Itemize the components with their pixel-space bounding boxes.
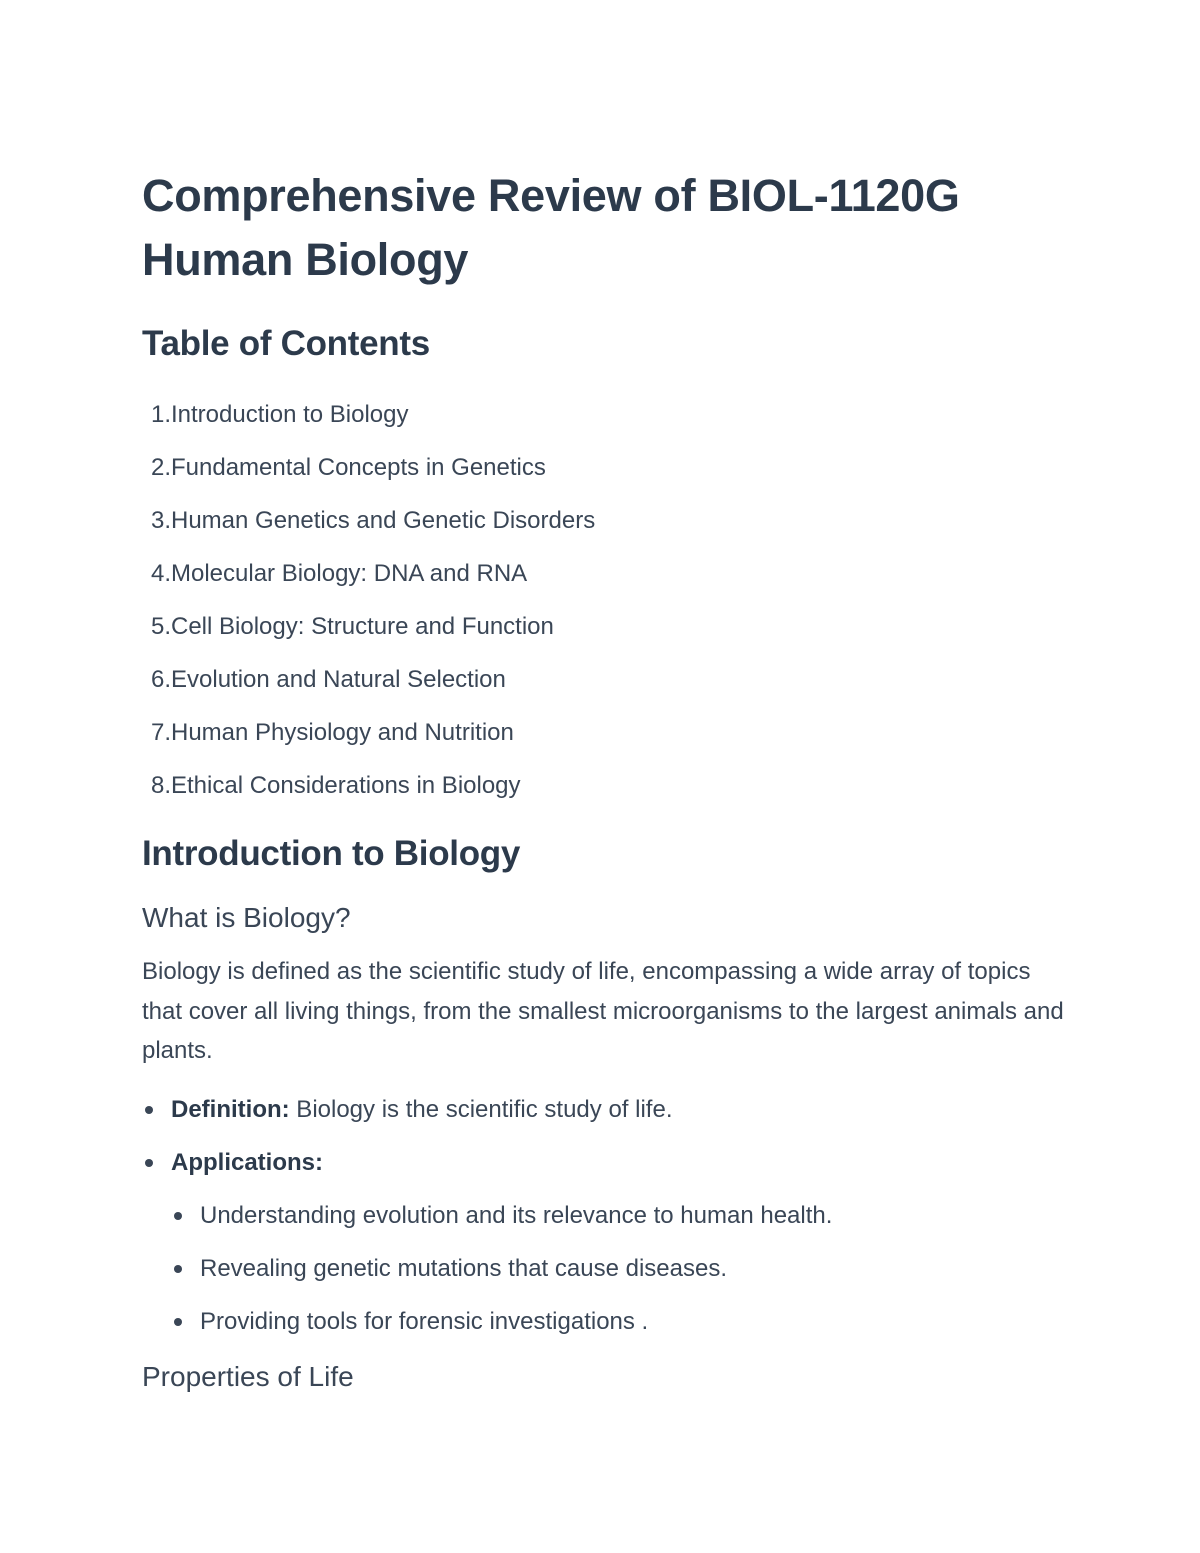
toc-item-number: 7. xyxy=(150,719,171,746)
toc-item-label: Human Genetics and Genetic Disorders xyxy=(171,507,596,534)
table-of-contents xyxy=(142,388,1072,812)
toc-item xyxy=(142,441,1072,494)
toc-item-label: Human Physiology and Nutrition xyxy=(171,719,514,746)
toc-item-number: 5. xyxy=(150,613,171,640)
toc-item-label: Ethical Considerations in Biology xyxy=(171,772,521,799)
toc-item xyxy=(142,388,1072,441)
toc-item-label: Molecular Biology: DNA and RNA xyxy=(171,560,528,587)
application-item: Understanding evolution and its relevance to human health. xyxy=(171,1189,1072,1242)
definition-bullet xyxy=(142,1083,1072,1136)
what-is-biology-heading: What is Biology? xyxy=(142,902,351,933)
toc-item xyxy=(142,600,1072,653)
application-item: Providing tools for forensic investigations . xyxy=(171,1295,1072,1348)
toc-item-label: Cell Biology: Structure and Function xyxy=(171,613,554,640)
definition-text: Biology is the scientific study of life. xyxy=(289,1095,673,1123)
toc-item-number: 2. xyxy=(150,454,171,481)
toc-heading: Table of Contents xyxy=(142,324,430,363)
applications-label: Applications: xyxy=(171,1148,324,1176)
document-page xyxy=(142,164,1072,1402)
toc-item xyxy=(142,547,1072,600)
application-item: Revealing genetic mutations that cause diseases. xyxy=(171,1242,1072,1295)
toc-item xyxy=(142,759,1072,812)
toc-item xyxy=(142,706,1072,759)
properties-of-life-heading: Properties of Life xyxy=(142,1360,354,1392)
intro-section-heading: Introduction to Biology xyxy=(142,834,521,873)
document-title: Comprehensive Review of BIOL-1120G Human Biology xyxy=(142,170,960,285)
definition-label: Definition: xyxy=(171,1095,290,1123)
toc-item-number: 6. xyxy=(150,666,171,693)
applications-bullet xyxy=(142,1136,1072,1348)
intro-paragraph: Biology is defined as the scientific study of life, encompassing a wide array of topics that cover all living things, from the smallest microorganisms to the largest animals and plants. xyxy=(142,958,1064,1064)
toc-item xyxy=(142,494,1072,547)
toc-item-number: 8. xyxy=(150,772,171,799)
toc-item xyxy=(142,653,1072,706)
toc-item-number: 1. xyxy=(150,401,171,428)
intro-bullet-list xyxy=(142,1083,1072,1348)
toc-item-number: 4. xyxy=(150,560,171,587)
applications-list xyxy=(171,1189,1072,1348)
toc-item-label: Introduction to Biology xyxy=(171,401,409,428)
toc-item-number: 3. xyxy=(150,507,171,534)
toc-item-label: Evolution and Natural Selection xyxy=(171,666,506,693)
toc-item-label: Fundamental Concepts in Genetics xyxy=(171,454,546,481)
